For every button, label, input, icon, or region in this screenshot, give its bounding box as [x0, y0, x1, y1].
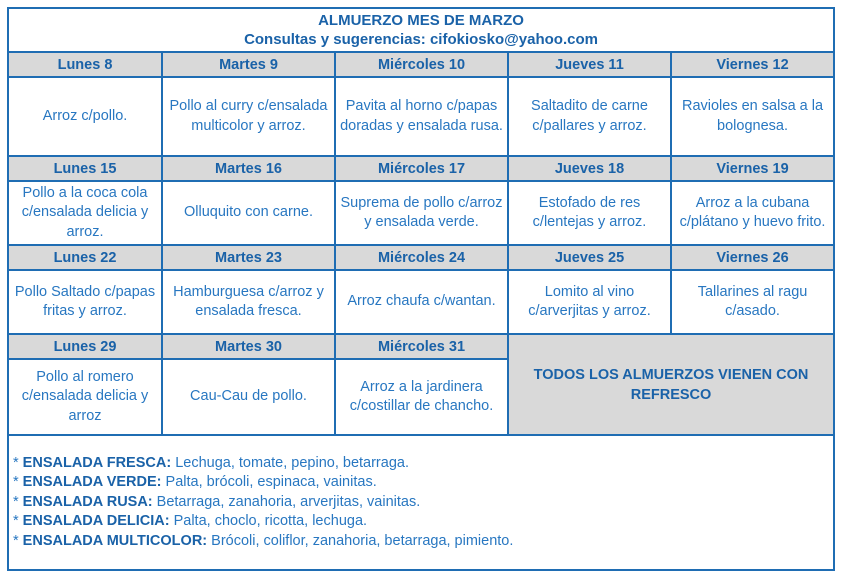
dish-cell: Suprema de pollo c/arroz y ensalada verde.	[335, 181, 508, 245]
dish-cell: Pollo al curry c/ensalada multicolor y arroz.	[162, 77, 335, 156]
dish-cell: Ravioles en salsa a la bolognesa.	[671, 77, 834, 156]
day-label: Miércoles 24	[335, 245, 508, 270]
dish-cell: Tallarines al ragu c/asado.	[671, 270, 834, 334]
refresco-notice: TODOS LOS ALMUERZOS VIENEN CON REFRESCO	[508, 334, 834, 435]
salad-ingredients: Lechuga, tomate, pepino, betarraga.	[175, 454, 409, 471]
dish-cell: Estofado de res c/lentejas y arroz.	[508, 181, 671, 245]
day-label: Miércoles 10	[335, 52, 508, 77]
day-label: Martes 30	[162, 334, 335, 359]
salad-note: * ENSALADA DELICIA: Palta, choclo, ricotta, lechuga.	[13, 513, 368, 530]
dish-cell: Hamburguesa c/arroz y ensalada fresca.	[162, 270, 335, 334]
day-header-row	[8, 52, 834, 77]
day-header-row	[8, 334, 834, 359]
dish-cell: Arroz a la cubana c/plátano y huevo frito.	[671, 181, 834, 245]
day-label: Lunes 8	[8, 52, 162, 77]
salad-note: * ENSALADA MULTICOLOR: Brócoli, coliflor, zanahoria, betarraga, pimiento.	[13, 532, 514, 549]
day-label: Miércoles 31	[335, 334, 508, 359]
dish-cell: Arroz c/pollo.	[8, 77, 162, 156]
dish-cell: Pollo al romero c/ensalada delicia y arroz	[8, 359, 162, 435]
dish-cell: Pollo a la coca cola c/ensalada delicia y arroz.	[8, 181, 162, 245]
menu-contact: Consultas y sugerencias: cifokiosko@yahoo.com	[244, 31, 598, 48]
salad-ingredients: Betarraga, zanahoria, arverjitas, vainitas.	[156, 493, 421, 510]
day-label: Jueves 25	[508, 245, 671, 270]
dish-cell: Pollo Saltado c/papas fritas y arroz.	[8, 270, 162, 334]
salad-notes	[8, 435, 834, 570]
salad-ingredients: Palta, choclo, ricotta, lechuga.	[173, 513, 368, 530]
dish-cell: Olluquito con carne.	[162, 181, 335, 245]
day-label: Viernes 26	[671, 245, 834, 270]
day-label: Viernes 19	[671, 156, 834, 181]
salad-ingredients: Palta, brócoli, espinaca, vainitas.	[165, 474, 377, 491]
day-header-row	[8, 156, 834, 181]
menu-title: ALMUERZO MES DE MARZO	[318, 12, 524, 29]
salad-note: * ENSALADA FRESCA: Lechuga, tomate, pepino, betarraga.	[13, 454, 409, 471]
dish-cell: Arroz a la jardinera c/costillar de chancho.	[335, 359, 508, 435]
salad-name: ENSALADA FRESCA:	[22, 454, 172, 471]
dish-row	[8, 181, 834, 245]
dish-cell: Arroz chaufa c/wantan.	[335, 270, 508, 334]
dish-cell: Lomito al vino c/arverjitas y arroz.	[508, 270, 671, 334]
day-label: Miércoles 17	[335, 156, 508, 181]
dish-cell: Pavita al horno c/papas doradas y ensalada rusa.	[335, 77, 508, 156]
day-label: Martes 16	[162, 156, 335, 181]
dish-row	[8, 270, 834, 334]
dish-row	[8, 77, 834, 156]
day-label: Martes 23	[162, 245, 335, 270]
day-label: Viernes 12	[671, 52, 834, 77]
salad-ingredients: Brócoli, coliflor, zanahoria, betarraga, pimiento.	[211, 532, 514, 549]
day-label: Lunes 29	[8, 334, 162, 359]
salad-note: * ENSALADA RUSA: Betarraga, zanahoria, arverjitas, vainitas.	[13, 493, 421, 510]
salad-name: ENSALADA RUSA:	[22, 493, 153, 510]
day-header-row	[8, 245, 834, 270]
salad-note: * ENSALADA VERDE: Palta, brócoli, espinaca, vainitas.	[13, 474, 377, 491]
dish-cell: Cau-Cau de pollo.	[162, 359, 335, 435]
day-label: Jueves 11	[508, 52, 671, 77]
day-label: Lunes 15	[8, 156, 162, 181]
day-label: Martes 9	[162, 52, 335, 77]
menu-header	[8, 8, 834, 52]
salad-name: ENSALADA MULTICOLOR:	[22, 532, 208, 549]
salad-name: ENSALADA DELICIA:	[22, 513, 170, 530]
day-label: Jueves 18	[508, 156, 671, 181]
lunch-menu-table	[7, 7, 835, 571]
salad-name: ENSALADA VERDE:	[22, 474, 162, 491]
dish-cell: Saltadito de carne c/pallares y arroz.	[508, 77, 671, 156]
day-label: Lunes 22	[8, 245, 162, 270]
